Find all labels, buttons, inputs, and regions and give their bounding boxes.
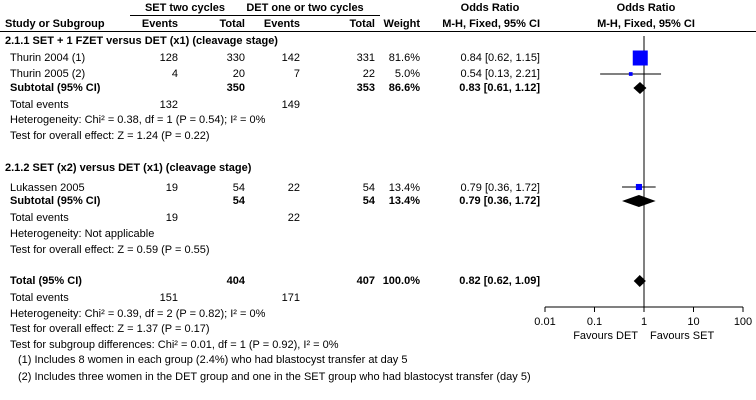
- subtotal-total2: 353: [356, 82, 375, 94]
- total-total1: 404: [226, 275, 245, 287]
- total-events2: 171: [281, 292, 300, 304]
- odds-ratio-header: Odds Ratio: [460, 2, 520, 14]
- subtotal-total1: 54: [232, 195, 245, 207]
- study-name: Thurin 2005 (2): [10, 68, 86, 80]
- total-total2: 407: [356, 275, 375, 287]
- heterogeneity-text: Heterogeneity: Chi² = 0.38, df = 1 (P = 0.54); I² = 0%: [10, 114, 266, 126]
- subgroup-title: 2.1.1 SET + 1 FZET versus DET (x1) (cleavage stage): [5, 35, 278, 47]
- study-total2: 54: [362, 182, 375, 194]
- study-total2: 22: [362, 68, 375, 80]
- subtotal-label: Subtotal (95% CI): [10, 195, 101, 207]
- total-events1: 132: [159, 99, 178, 111]
- study-ci: 0.79 [0.36, 1.72]: [460, 182, 540, 194]
- heterogeneity-text: Heterogeneity: Chi² = 0.39, df = 2 (P = 0.82); I² = 0%: [10, 308, 266, 320]
- study-marker: [629, 72, 633, 76]
- footnote: (1) Includes 8 women in each group (2.4%) who had blastocyst transfer at day 5: [18, 354, 408, 366]
- total-events2: 22: [287, 212, 300, 224]
- footnote: (2) Includes three women in the DET group and one in the SET group who had blastocyst transfer (day 5): [18, 371, 531, 383]
- overall-effect-text: Test for overall effect: Z = 0.59 (P = 0.55): [10, 244, 210, 256]
- subtotal-total1: 350: [226, 82, 245, 94]
- total-weight: 100.0%: [382, 275, 420, 287]
- total-events-label: Total events: [10, 212, 69, 224]
- total-events1: 19: [165, 212, 178, 224]
- study-marker: [636, 184, 642, 190]
- x-tick-label: 1: [640, 316, 648, 328]
- overall-effect-text: Test for overall effect: Z = 1.37 (P = 0.17): [10, 323, 210, 335]
- study-ci: 0.54 [0.13, 2.21]: [460, 68, 540, 80]
- plot-header: Odds Ratio: [616, 2, 676, 14]
- x-tick-label: 0.01: [534, 316, 556, 328]
- subtotal-weight: 13.4%: [388, 195, 420, 207]
- study-events2: 22: [287, 182, 300, 194]
- total2-header: Total: [349, 18, 375, 30]
- heterogeneity-text: Heterogeneity: Not applicable: [10, 228, 155, 240]
- subtotal-total2: 54: [362, 195, 375, 207]
- total-events2: 149: [281, 99, 300, 111]
- favours-right-label: Favours SET: [650, 330, 715, 342]
- x-tick-label: 100: [733, 316, 753, 328]
- study-total1: 54: [232, 182, 245, 194]
- favours-left-label: Favours DET: [573, 330, 638, 342]
- study-total1: 330: [226, 52, 245, 64]
- total1-header: Total: [219, 18, 245, 30]
- study-weight: 81.6%: [388, 52, 420, 64]
- subgroup-title: 2.1.2 SET (x2) versus DET (x1) (cleavage stage): [5, 162, 252, 174]
- weight-header: Weight: [383, 18, 420, 30]
- subtotal-ci: 0.79 [0.36, 1.72]: [459, 195, 540, 207]
- total-events1: 151: [159, 292, 178, 304]
- plot-method-header: M-H, Fixed, 95% CI: [597, 18, 695, 30]
- total-events-label: Total events: [10, 99, 69, 111]
- study-weight: 13.4%: [388, 182, 420, 194]
- subtotal-label: Subtotal (95% CI): [10, 82, 101, 94]
- study-events1: 128: [159, 52, 178, 64]
- study-events2: 142: [281, 52, 300, 64]
- subtotal-ci: 0.83 [0.61, 1.12]: [459, 82, 540, 94]
- overall-effect-text: Test for overall effect: Z = 1.24 (P = 0.22): [10, 130, 210, 142]
- subtotal-weight: 86.6%: [388, 82, 420, 94]
- group2-header: DET one or two cycles: [246, 2, 364, 14]
- study-name: Lukassen 2005: [10, 182, 85, 194]
- total-label: Total (95% CI): [10, 275, 82, 287]
- study-ci: 0.84 [0.62, 1.15]: [460, 52, 540, 64]
- study-events1: 19: [165, 182, 178, 194]
- study-marker: [633, 51, 648, 66]
- study-events2: 7: [293, 68, 300, 80]
- x-tick-label: 10: [687, 316, 700, 328]
- study-total2: 331: [356, 52, 375, 64]
- study-column-header: Study or Subgroup: [5, 18, 105, 30]
- study-name: Thurin 2004 (1): [10, 52, 86, 64]
- events2-header: Events: [263, 18, 300, 30]
- study-total1: 20: [232, 68, 245, 80]
- total-events-label: Total events: [10, 292, 69, 304]
- group1-header: SET two cycles: [144, 2, 226, 14]
- pooled-diamond: [622, 195, 656, 207]
- method-header: M-H, Fixed, 95% CI: [442, 18, 540, 30]
- x-tick-label: 0.1: [586, 316, 603, 328]
- study-weight: 5.0%: [394, 68, 420, 80]
- study-events1: 4: [171, 68, 178, 80]
- subgroup-differences-text: Test for subgroup differences: Chi² = 0.01, df = 1 (P = 0.92), I² = 0%: [10, 339, 339, 351]
- total-ci: 0.82 [0.62, 1.09]: [459, 275, 540, 287]
- events1-header: Events: [141, 18, 178, 30]
